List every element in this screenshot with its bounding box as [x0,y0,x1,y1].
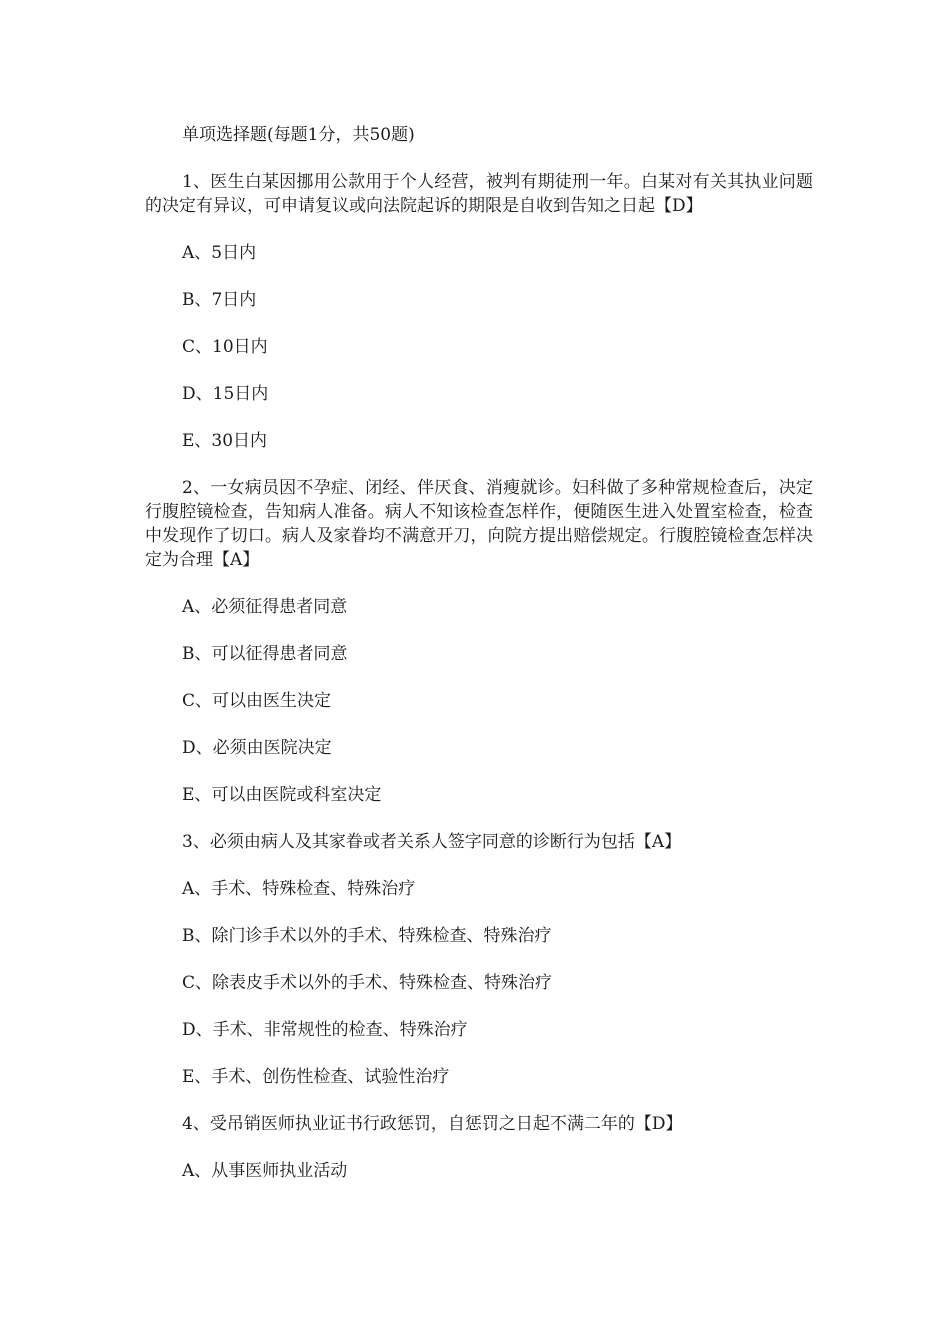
section-heading: 单项选择题(每题1分，共50题) [182,125,415,145]
question-3 [145,830,813,1089]
question-4 [145,1112,813,1183]
question-1 [145,170,813,453]
answer-option: E、30日内 [182,431,268,451]
answer-option: A、从事医师执业活动 [182,1161,348,1181]
answer-option: D、手术、非常规性的检查、特殊治疗 [182,1020,468,1040]
answer-option: A、必须征得患者同意 [182,597,348,617]
answer-option: B、7日内 [182,290,257,310]
answer-option: E、可以由医院或科室决定 [182,785,382,805]
answer-option: D、必须由医院决定 [182,738,332,758]
answer-option: E、手术、创伤性检查、试验性治疗 [182,1067,450,1087]
question-stem: 2、一女病员因不孕症、闭经、伴厌食、消瘦就诊。妇科做了多种常规检查后，决定行腹腔镜检查，告知病人准备。病人不知该检查怎样作，便随医生进入处置室检查，检查中发现作了切口。病人及家眷均不满意开刀，向院方提出赔偿规定。行腹腔镜检查怎样决定为合理【A】 [145,478,813,570]
question-stem: 4、受吊销医师执业证书行政惩罚，自惩罚之日起不满二年的【D】 [182,1114,683,1134]
answer-option: A、手术、特殊检查、特殊治疗 [182,879,416,899]
question-2 [145,476,813,807]
answer-option: A、5日内 [182,243,257,263]
answer-option: C、可以由医生决定 [182,691,332,711]
answer-option: B、除门诊手术以外的手术、特殊检查、特殊治疗 [182,926,552,946]
answer-option: C、除表皮手术以外的手术、特殊检查、特殊治疗 [182,973,553,993]
answer-option: D、15日内 [182,384,269,404]
answer-option: B、可以征得患者同意 [182,644,348,664]
answer-option: C、10日内 [182,337,268,357]
document-page [145,123,813,1206]
question-stem: 3、必须由病人及其家眷或者关系人签字同意的诊断行为包括【A】 [182,832,682,852]
question-stem: 1、医生白某因挪用公款用于个人经营，被判有期徒刑一年。白某对有关其执业问题的决定有异议，可申请复议或向法院起诉的期限是自收到告知之日起【D】 [145,172,813,216]
